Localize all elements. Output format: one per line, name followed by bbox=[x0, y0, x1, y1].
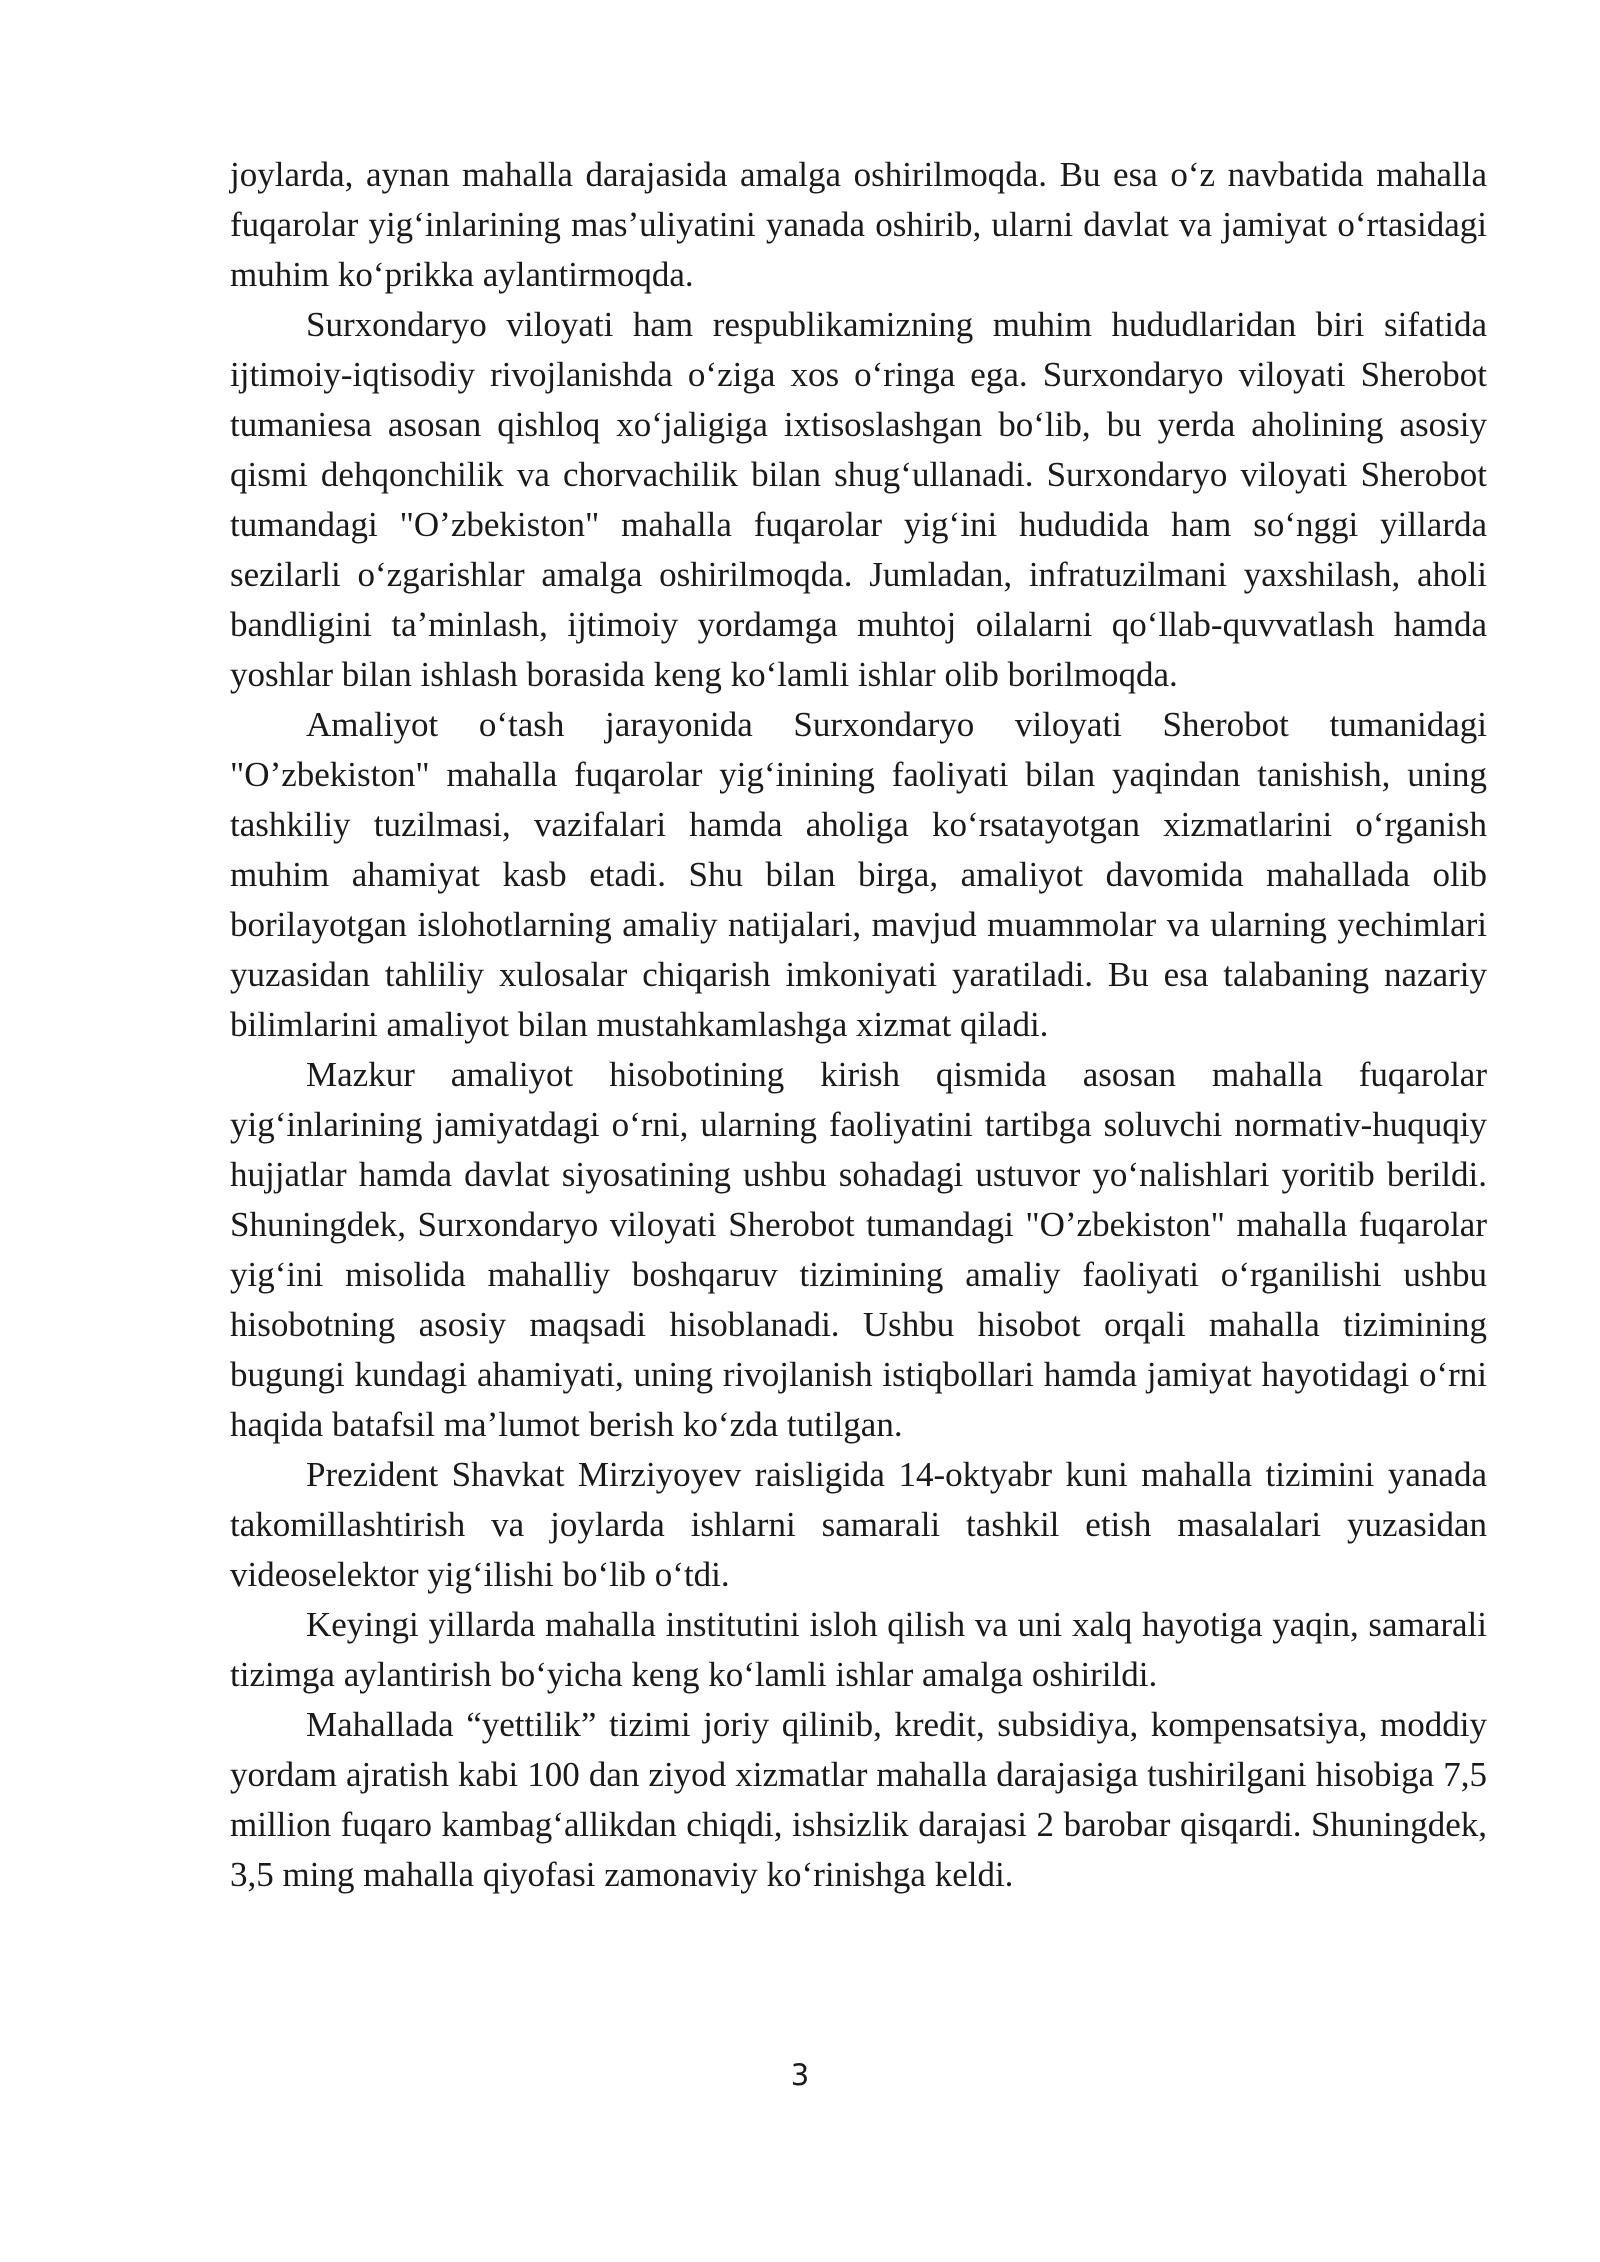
paragraph-1: joylarda, aynan mahalla darajasida amalga oshirilmoqda. Bu esa oʻz navbatida mahalla fuqarolar yigʻinlarining masʼuliyatini yanada oshirib, ularni davlat va jamiyat oʻrtasidagi muhim koʻprikka aylantirmoqda. bbox=[230, 155, 1487, 294]
paragraph-2: Surxondaryo viloyati ham respublikamizning muhim hududlaridan biri sifatida ijtimoiy-iqtisodiy rivojlanishda oʻziga xos oʻringa ega. Surxondaryo viloyati Sherobot tumaniesa asosan qishloq xoʻjaligiga ixtisoslashgan boʻlib, bu yerda aholining asosiy qismi dehqonchilik va chorvachilik bilan shugʻullanadi. Surxondaryo viloyati Sherobot tumandagi "Oʼzbekiston" mahalla fuqarolar yigʻini hududida ham soʻnggi yillarda sezilarli oʻzgarishlar amalga oshirilmoqda. Jumladan, infratuzilmani yaxshilash, aholi bandligini taʼminlash, ijtimoiy yordamga muhtoj oilalarni qoʻllab-quvvatlash hamda yoshlar bilan ishlash borasida keng koʻlamli ishlar olib borilmoqda. bbox=[230, 305, 1487, 694]
paragraph-6: Keyingi yillarda mahalla institutini isloh qilish va uni xalq hayotiga yaqin, samarali tizimga aylantirish boʻyicha keng koʻlamli ishlar amalga oshirildi. bbox=[230, 1605, 1487, 1694]
page-number: 3 bbox=[790, 2058, 810, 2092]
paragraph-5: Prezident Shavkat Mirziyoyev raisligida 14-oktyabr kuni mahalla tizimini yanada takomillashtirish va joylarda ishlarni samarali tashkil etish masalalari yuzasidan videoselektor yigʻilishi boʻlib oʻtdi. bbox=[230, 1455, 1487, 1594]
paragraph-3: Amaliyot oʻtash jarayonida Surxondaryo viloyati Sherobot tumanidagi "Oʼzbekiston" mahalla fuqarolar yigʻinining faoliyati bilan yaqindan tanishish, uning tashkiliy tuzilmasi, vazifalari hamda aholiga koʻrsatayotgan xizmatlarini oʻrganish muhim ahamiyat kasb etadi. Shu bilan birga, amaliyot davomida mahallada olib borilayotgan islohotlarning amaliy natijalari, mavjud muammolar va ularning yechimlari yuzasidan tahliliy xulosalar chiqarish imkoniyati yaratiladi. Bu esa talabaning nazariy bilimlarini amaliyot bilan mustahkamlashga xizmat qiladi. bbox=[230, 705, 1487, 1044]
paragraph-7: Mahallada “yettilik” tizimi joriy qilinib, kredit, subsidiya, kompensatsiya, moddiy yordam ajratish kabi 100 dan ziyod xizmatlar mahalla darajasiga tushirilgani hisobiga 7,5 million fuqaro kambagʻallikdan chiqdi, ishsizlik darajasi 2 barobar qisqardi. Shuningdek, 3,5 ming mahalla qiyofasi zamonaviy koʻrinishga keldi. bbox=[230, 1705, 1487, 1894]
paragraph-4: Mazkur amaliyot hisobotining kirish qismida asosan mahalla fuqarolar yigʻinlarining jamiyatdagi oʻrni, ularning faoliyatini tartibga soluvchi normativ-huquqiy hujjatlar hamda davlat siyosatining ushbu sohadagi ustuvor yoʻnalishlari yoritib berildi. Shuningdek, Surxondaryo viloyati Sherobot tumandagi "Oʼzbekiston" mahalla fuqarolar yigʻini misolida mahalliy boshqaruv tizimining amaliy faoliyati oʻrganilishi ushbu hisobotning asosiy maqsadi hisoblanadi. Ushbu hisobot orqali mahalla tizimining bugungi kundagi ahamiyati, uning rivojlanish istiqbollari hamda jamiyat hayotidagi oʻrni haqida batafsil maʼlumot berish koʻzda tutilgan. bbox=[230, 1055, 1487, 1444]
document-body bbox=[230, 150, 1487, 1900]
